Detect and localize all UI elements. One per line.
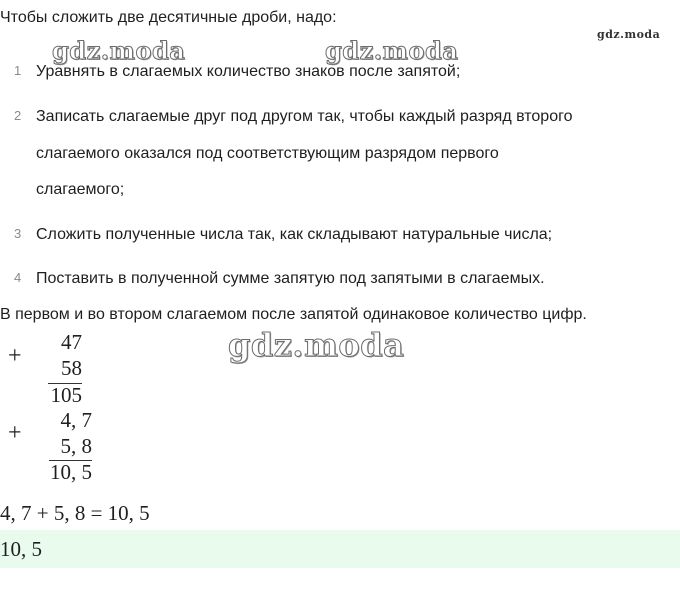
addend-top: 4, 7 — [60, 408, 92, 432]
step-text: слагаемого; — [36, 181, 125, 198]
watermark-small: gdz.moda — [597, 28, 661, 41]
answer-value: 10, 5 — [0, 537, 42, 561]
plus-sign: + — [8, 343, 22, 369]
addend-top: 47 — [61, 330, 82, 354]
watermark: gdz.moda — [228, 326, 405, 364]
step-number: 1 — [14, 63, 22, 78]
step-number: 4 — [14, 270, 22, 285]
equation: 4, 7 + 5, 8 = 10, 5 — [0, 501, 150, 525]
step-text: слагаемого оказался под соответствующим разрядом первого — [36, 145, 499, 162]
sum-result: 10, 5 — [50, 460, 92, 484]
step-text: Поставить в полученной сумме запятую под запятыми в слагаемых. — [36, 270, 545, 287]
sum-result: 105 — [50, 383, 82, 407]
plus-sign: + — [8, 420, 22, 446]
step-text: Сложить полученные числа так, как складывают натуральные числа; — [36, 226, 553, 243]
note-text: В первом и во втором слагаемом после запятой одинаковое количество цифр. — [0, 306, 587, 323]
watermark: gdz.moda — [52, 36, 186, 65]
intro-text: Чтобы сложить две десятичные дроби, надо: — [0, 9, 337, 26]
addend-bottom: 58 — [61, 356, 82, 380]
step-text: Записать слагаемые друг под другом так, чтобы каждый разряд второго — [36, 108, 573, 125]
step-number: 2 — [14, 108, 22, 123]
step-text: Уравнять в слагаемых количество знаков после запятой; — [36, 63, 461, 80]
step-number: 3 — [14, 226, 22, 241]
answer-box — [0, 530, 680, 568]
watermark: gdz.moda — [325, 36, 459, 65]
addend-bottom: 5, 8 — [60, 434, 92, 458]
